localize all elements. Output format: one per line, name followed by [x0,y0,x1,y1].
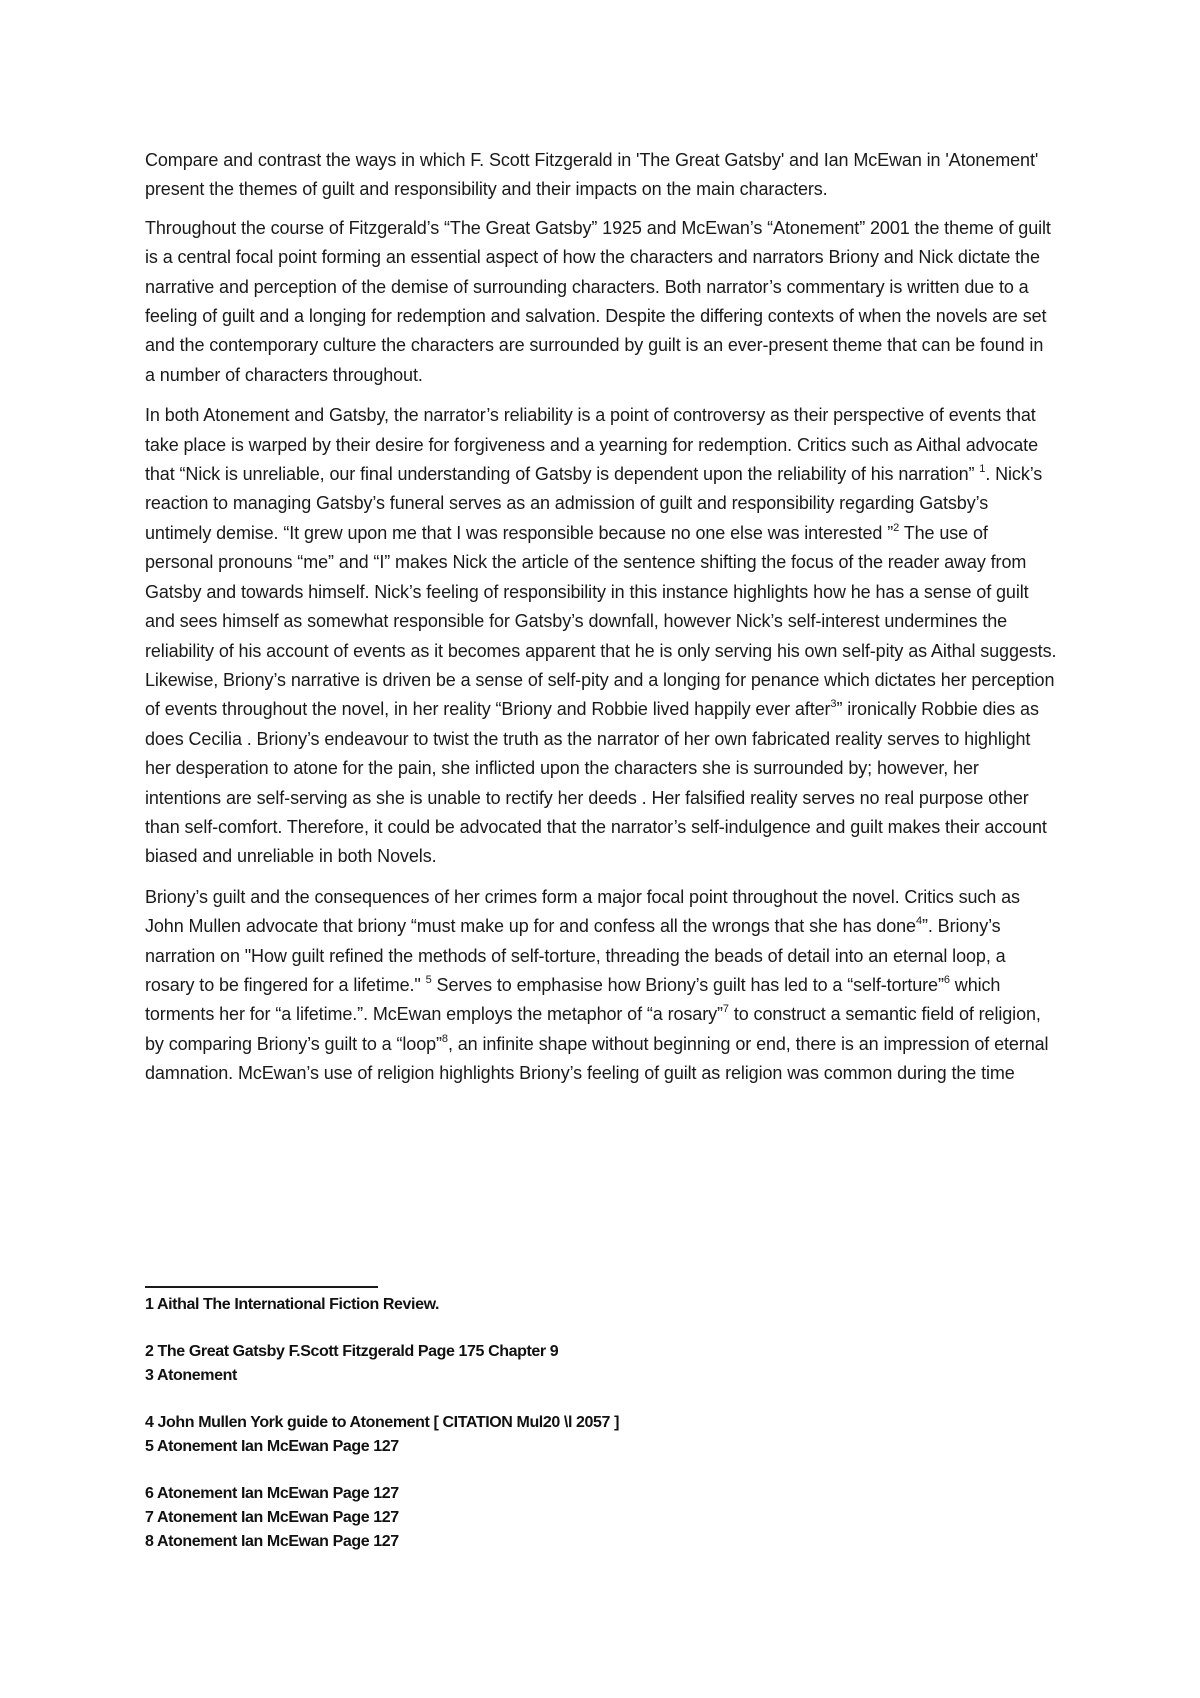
essay-body [145,146,1057,1100]
footnote-3: 3 Atonement [145,1367,237,1384]
footnote-ref-5[interactable]: 5 [425,973,432,986]
text-run: Serves to emphasise how Briony’s guilt has led to a “self-torture” [431,974,944,995]
footnote-ref-1[interactable]: 1 [979,463,986,476]
footnote-spacer [145,1459,945,1482]
footnote-7: 7 Atonement Ian McEwan Page 127 [145,1509,399,1526]
footnotes [145,1293,945,1554]
footnote-separator [145,1286,378,1288]
footnote-ref-7[interactable]: 7 [722,1003,729,1016]
essay-question: Compare and contrast the ways in which F. Scott Fitzgerald in 'The Great Gatsby' and Ian McEwan in 'Atonement' present the themes of guilt and responsibility and their impacts on the main characters. [145,150,1039,200]
footnote-ref-4[interactable]: 4 [915,915,922,928]
footnote-ref-3[interactable]: 3 [830,698,837,711]
text-run: The use of personal pronouns “me” and “I” makes Nick the article of the sentence shifting the focus of the reader away from Gatsby and towards himself. Nick’s feeling of responsibility in this instance highlights how he has a sense of guilt and sees himself as somewhat responsible for Gatsby’s downfall, however Nick’s self-interest undermines the reliability of his account of events as it becomes apparent that he is only serving his own self-pity as Aithal suggests. Likewise, Briony’s narrative is driven be a sense of self-pity and a longing for penance which dictates her perception of events throughout the novel, in her reality “Briony and Robbie lived happily ever after [145,522,1057,720]
text-run: In both Atonement and Gatsby, the narrator’s reliability is a point of controversy as their perspective of events that take place is warped by their desire for forgiveness and a yearning for redemption. Critics such as Aithal advocate that “Nick is unreliable, our final understanding of Gatsby is dependent upon the reliability of his narration” [145,405,1038,485]
text-run: to construct a semantic field of religion, by comparing Briony’s guilt to a “loop” [145,1004,1041,1054]
footnote-8: 8 Atonement Ian McEwan Page 127 [145,1533,399,1550]
text-run: ”. Briony’s narration on "How guilt refined the methods of self-torture, threading the beads of detail into an eternal loop, a rosary to be fingered for a lifetime." [145,916,1006,995]
footnote-ref-2[interactable]: 2 [893,521,900,534]
footnote-ref-8[interactable]: 8 [441,1032,448,1045]
text-run: Briony’s guilt and the consequences of her crimes form a major focal point throughout the novel. Critics such as John Mullen advocate that briony “must make up for and confess all the wrongs that she has done [145,886,1020,937]
footnote-spacer [145,1388,945,1411]
paragraph-briony-guilt [145,883,1057,1089]
footnote-1: 1 Aithal The International Fiction Review. [145,1296,440,1313]
footnote-spacer [145,1317,945,1340]
paragraph-narrator-reliability [145,401,1057,872]
footnote-6: 6 Atonement Ian McEwan Page 127 [145,1485,399,1502]
footnote-ref-6[interactable]: 6 [943,973,950,986]
text-run: , an infinite shape without beginning or end, there is an impression of eternal damnation. McEwan’s use of religion highlights Briony’s feeling of guilt as religion was common during the time [145,1033,1049,1084]
text-run: ” ironically Robbie dies as does Cecilia . Briony’s endeavour to twist the truth as the narrator of her own fabricated reality serves to highlight her desperation to atone for the pain, she inflicted upon the characters she is surrounded by; however, her intentions are self-serving as she is unable to rectify her deeds . Her falsified reality serves no real purpose other than self-comfort. Therefore, it could be advocated that the narrator’s self-indulgence and guilt makes their account biased and unreliable in both Novels. [145,699,1047,867]
text-run: which torments her for “a lifetime.”. McEwan employs the metaphor of “a rosary” [145,974,1001,1025]
footnote-5: 5 Atonement Ian McEwan Page 127 [145,1438,399,1455]
footnote-2: 2 The Great Gatsby F.Scott Fitzgerald Page 175 Chapter 9 [145,1343,559,1360]
text-run: . Nick’s reaction to managing Gatsby’s funeral serves as an admission of guilt and responsibility regarding Gatsby’s untimely demise. “It grew upon me that I was responsible because no one else was interested ” [145,464,1043,543]
footnote-4: 4 John Mullen York guide to Atonement [ CITATION Mul20 \l 2057 ] [145,1414,620,1431]
paragraph-introduction: Throughout the course of Fitzgerald’s “The Great Gatsby” 1925 and McEwan’s “Atonement” 2001 the theme of guilt is a central focal point forming an essential aspect of how the characters and narrators Briony and Nick dictate the narrative and perception of the demise of surrounding characters. Both narrator’s commentary is written due to a feeling of guilt and a longing for redemption and salvation. Despite the differing contexts of when the novels are set and the contemporary culture the characters are surrounded by guilt is an ever-present theme that can be found in a number of characters throughout. [145,217,1051,385]
